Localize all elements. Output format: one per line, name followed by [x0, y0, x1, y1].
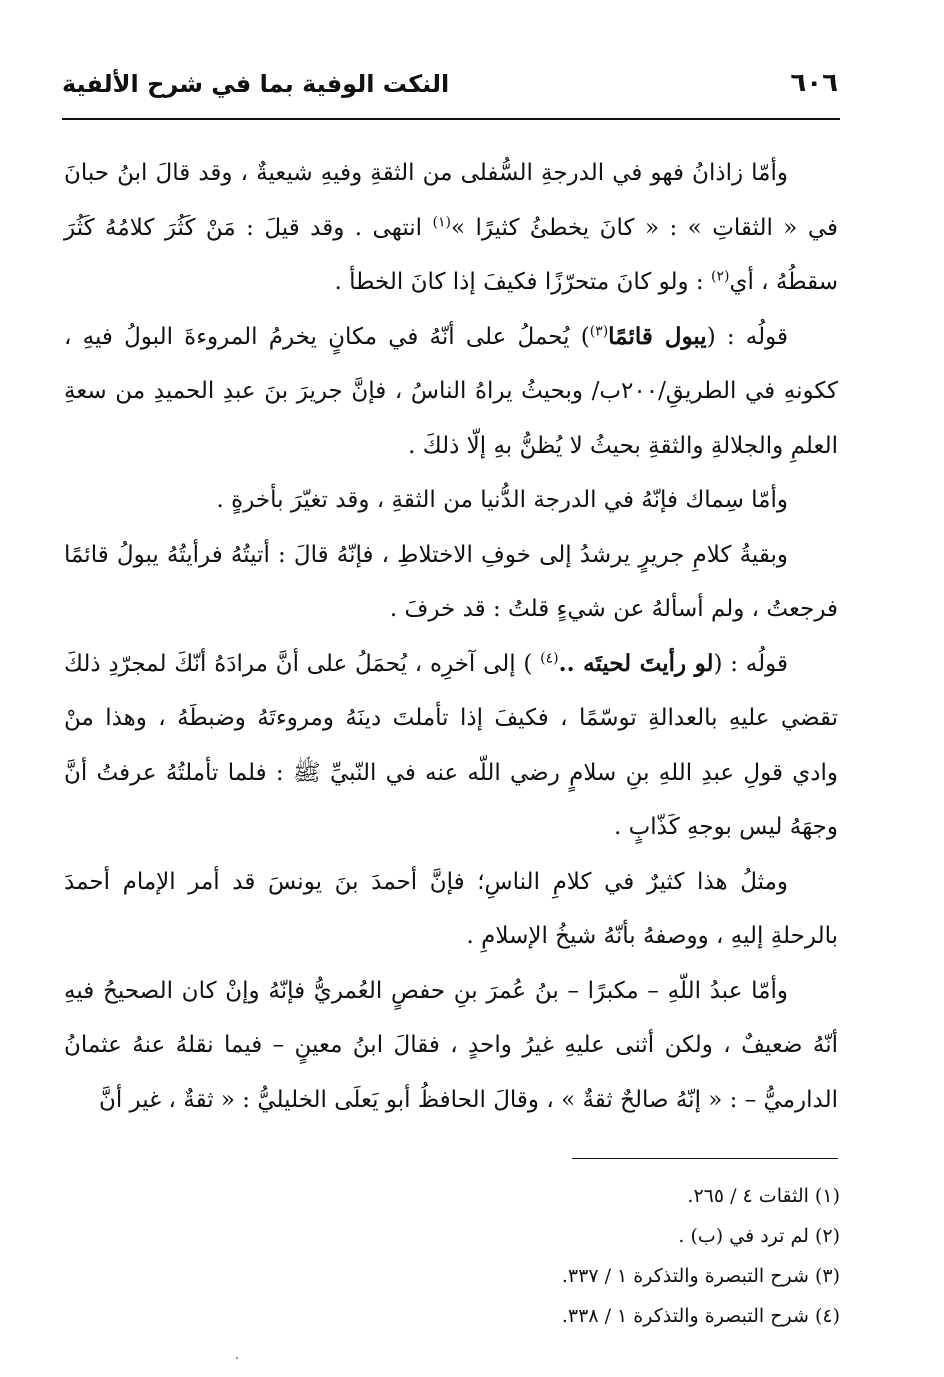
quoted-lemma: لو رأيتَ لحيتَه .. — [558, 649, 714, 677]
paragraph-jarir — [64, 528, 838, 637]
paragraph-text: قولُه : ( — [713, 650, 789, 677]
header-divider — [62, 118, 840, 120]
paragraph-abdullah-umari — [64, 964, 838, 1128]
paragraph-text: ومثلُ هذا كثيرٌ في كلامِ الناسِ؛ فإنَّ أحمدَ بنَ يونسَ قد أمر الإمام أحمدَ بالرحلةِ إليهِ ، ووصفهُ بأنّهُ شيخُ الإسلامِ . — [64, 868, 838, 949]
running-title: النكت الوفية بما في شرح الألفية — [62, 70, 450, 98]
paragraph-text: وأمّا زاذانُ فهو في الدرجةِ السُّفلى من الثقةِ وفيهِ شيعيةٌ ، وقد قالَ ابنُ حبانَ في « الثقاتِ » : « كانَ يخطئُ كثيرًا » — [64, 160, 838, 241]
quoted-lemma: يبول قائمًا — [608, 322, 707, 350]
paragraph-text: انتهى . وقد قيلَ : مَنْ كَثُرَ كلامُهُ كَثُرَ سقطُهُ ، أي — [64, 214, 838, 295]
paragraph-zadhan — [64, 146, 838, 310]
paragraph-yabul-qaiman — [64, 310, 838, 474]
paragraph-text: : ولو كانَ متحرّزًا فكيفَ إذا كانَ الخطأ . — [334, 269, 711, 295]
footnote-2: (٢) لم ترد في (ب) . — [678, 1225, 840, 1247]
paragraph-text: ) إلى آخرِه ، يُحمَلُ على أنَّ مرادَهُ أنّكَ لمجرّدِ ذلكَ تقضي عليهِ بالعدالةِ توسّمًا ، فكيفَ إذا تأملتَ دينَهُ ومروءتَهُ وضبطَهُ ، وهذا منْ وادي قولِ عبدِ اللهِ بنِ سلامٍ رضي اللّه عنه في النّبيِّ ﷺ : فلما تأملتُهُ عرفتُ أنَّ وجهَهُ ليس بوجهِ كَذّابٍ . — [64, 650, 838, 840]
scan-speck — [236, 1357, 238, 1359]
main-text — [64, 146, 838, 1127]
page-number: ٦٠٦ — [790, 68, 838, 98]
footnote-divider — [572, 1158, 838, 1159]
paragraph-text: وأمّا عبدُ اللّهِ – مكبرًا – بنُ عُمرَ بنِ حفصٍ العُمريُّ فإنّهُ وإنْ كان الصحيحُ فيهِ أنّهُ ضعيفٌ ، ولكن أثنى عليهِ غيرُ واحدٍ ، فقالَ ابنُ معينٍ – فيما نقلهُ عنهُ عثمانُ الدارميُّ – : « إنّهُ صالحٌ ثقةٌ » ، وقالَ الحافظُ أبو يَعلَى الخليليُّ : « ثقةٌ ، غير أنَّ — [64, 977, 838, 1113]
footnote-3: (٣) شرح التبصرة والتذكرة ١ / ٣٣٧. — [561, 1265, 840, 1287]
footnote-4: (٤) شرح التبصرة والتذكرة ١ / ٣٣٨. — [561, 1305, 840, 1327]
footnote-ref: (٢) — [710, 268, 730, 285]
paragraph-text: وبقيةُ كلامِ جريرٍ يرشدُ إلى خوفِ الاختلاطِ ، فإنّهُ قالَ : أتيتُهُ فرأيتُهُ يبولُ قائمًا فرجعتُ ، ولم أسألهُ عن شيءٍ قلتُ : قد خرفَ . — [64, 541, 838, 622]
paragraph-ahmad-yunus — [64, 855, 838, 964]
footnotes — [64, 1176, 840, 1336]
paragraph-lihyatahu — [64, 637, 838, 855]
footnote-1: (١) الثقات ٤ / ٢٦٥. — [687, 1185, 840, 1207]
paragraph-text: ) يُحملُ على أنّهُ في مكانٍ يخرمُ المروءةَ البولُ فيهِ ، ككونهِ في الطريقِ/٢٠٠ب/ وبحيثُ يراهُ الناسُ ، فإنَّ جريرَ بنَ عبدِ الحميدِ من سعةِ العلمِ والجلالةِ والثقةِ بحيثُ لا يُظنُّ بهِ إلّا ذلكَ . — [64, 323, 839, 459]
footnote-ref: (٤) — [540, 649, 559, 666]
footnote-ref: (٣) — [589, 322, 609, 339]
paragraph-text: وأمّا سِماك فإنّهُ في الدرجة الدُّنيا من الثقةِ ، وقد تغيّرَ بأخرةٍ . — [216, 487, 788, 513]
page-header — [62, 60, 838, 114]
footnote-ref: (١) — [432, 213, 451, 230]
paragraph-simak — [64, 473, 838, 528]
paragraph-text: قولُه : ( — [706, 323, 788, 350]
